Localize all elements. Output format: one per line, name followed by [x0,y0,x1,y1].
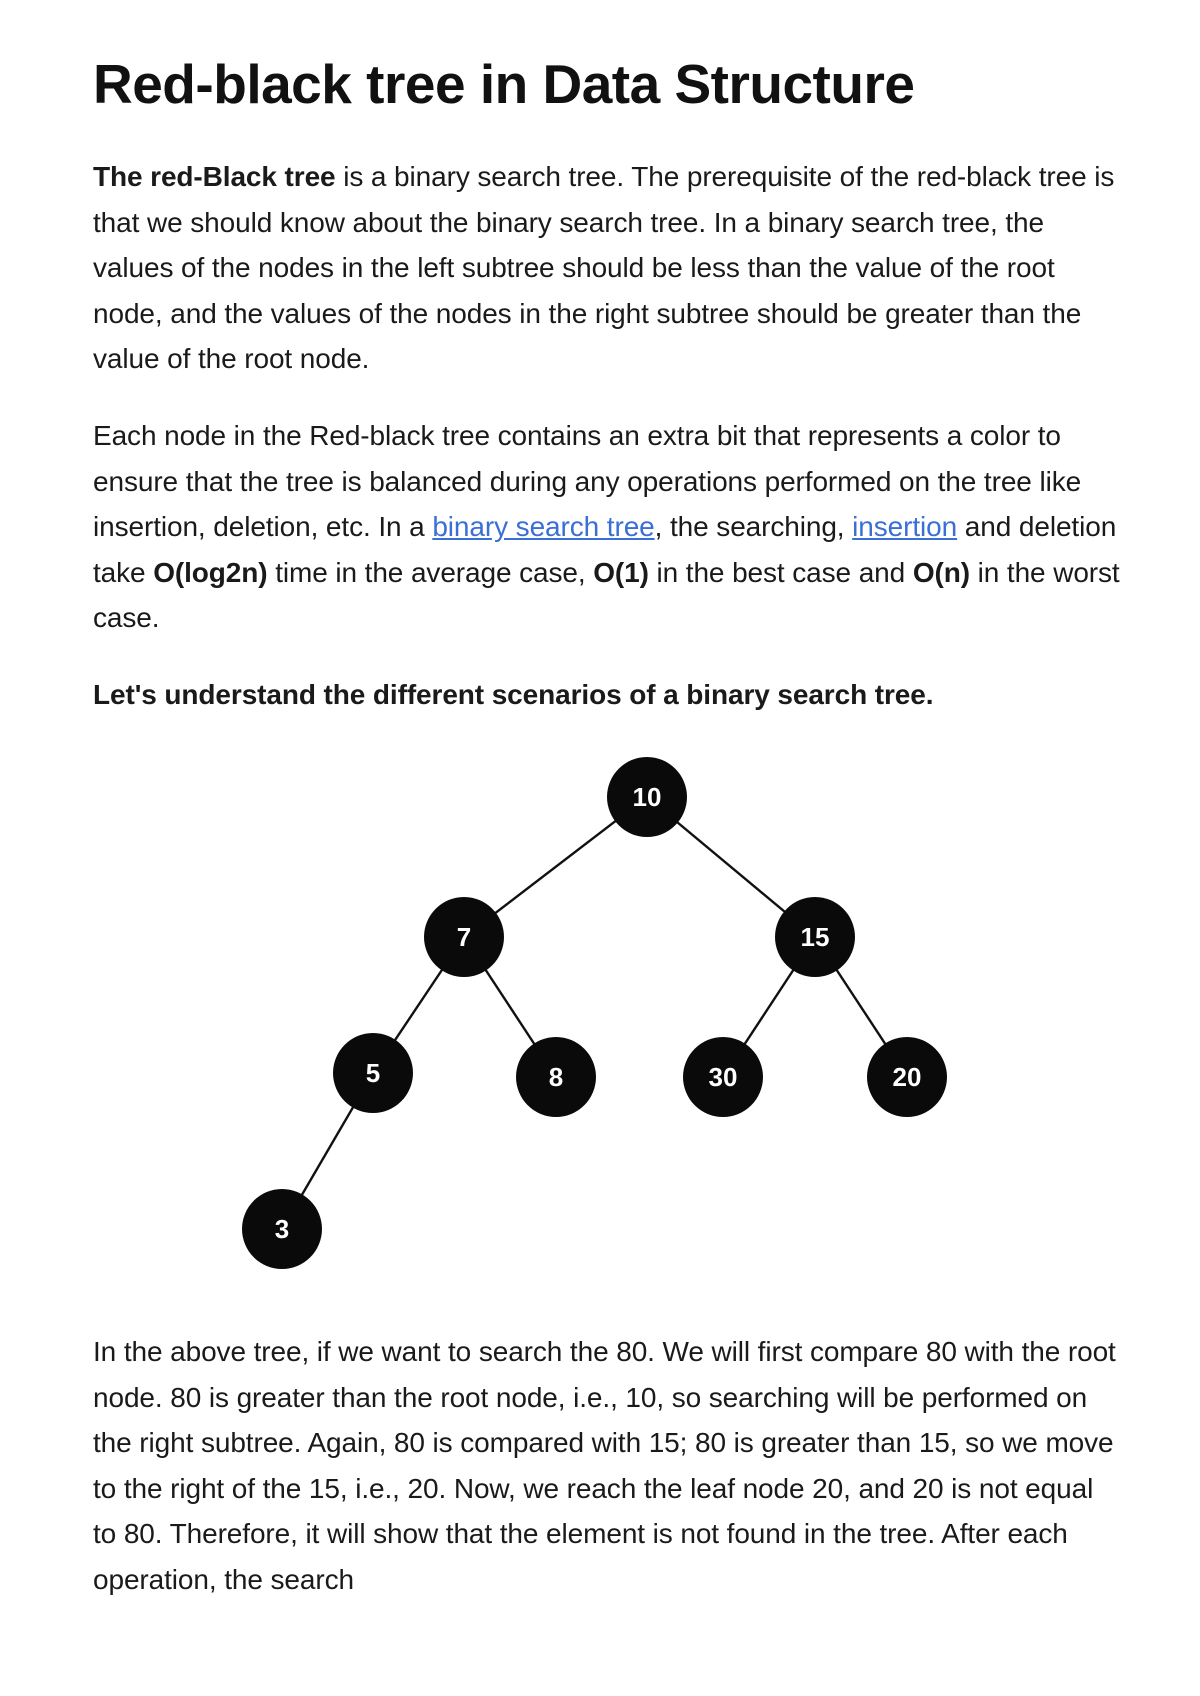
p2-text-4: time in the average case, [267,556,594,588]
tree-node-7 [424,897,504,977]
tree-node-8 [516,1037,596,1117]
tree-node-label: 20 [892,1062,922,1092]
tree-node-label: 8 [548,1062,564,1092]
tree-node-10 [607,757,687,837]
tree-nodes [242,757,947,1269]
tree-node-label: 15 [800,922,830,952]
scenarios-heading: Let's understand the different scenarios of a binary search tree. [93,679,934,710]
p2-text-5: in the best case and [648,556,913,588]
tree-node-label: 7 [456,922,472,952]
complexity-worst: O(n) [912,556,970,588]
page-title: Red-black tree in Data Structure [93,53,915,115]
p2-text-2: , the searching, [654,511,853,542]
insertion-link[interactable]: insertion [852,511,958,542]
term-red-black-tree: The red-Black tree [93,161,336,192]
tree-edges [282,797,907,1229]
tree-node-15 [775,897,855,977]
search-example-paragraph: In the above tree, if we want to search the 80. We will first compare 80 with the root node. 80 is greater than the root node, i.e., 10, so searching will be performed on the right subtree. Again, 80 is compared with 15; 80 is greater than 15, so we move to the right of the 15, i.e., 20. Now, we reach the leaf node 20, and 20 is not equal to 80. Therefore, it will show that the element is not found in the tree. After each operation, the search [93,1336,1116,1595]
p2-text-3: and deletion take [93,511,1117,588]
tree-node-5 [333,1033,413,1113]
complexity-best: O(1) [593,556,649,588]
p2-text-6: in the worst case. [93,556,1120,633]
tree-node-label: 10 [632,782,662,812]
tree-node-3 [242,1189,322,1269]
intro-text: is a binary search tree. The prerequisite of the red-black tree is that we should know about the binary search tree. In a binary search tree, the values of the nodes in the left subtree should be less than the value of the root node, and the values of the nodes in the right subtree should be greater than the value of the root node. [93,161,1115,374]
tree-node-30 [683,1037,763,1117]
p2-text-1: Each node in the Red-black tree contains an extra bit that represents a color to ensure that the tree is balanced during any operations performed on the tree like insertion, deletion, etc. In a [93,420,1082,542]
tree-node-label: 3 [274,1214,290,1244]
tree-node-label: 5 [365,1058,381,1088]
tree-node-20 [867,1037,947,1117]
binary-search-tree-link[interactable]: binary search tree [432,511,655,542]
complexity-average: O(log2n) [153,556,268,588]
tree-node-label: 30 [708,1062,738,1092]
